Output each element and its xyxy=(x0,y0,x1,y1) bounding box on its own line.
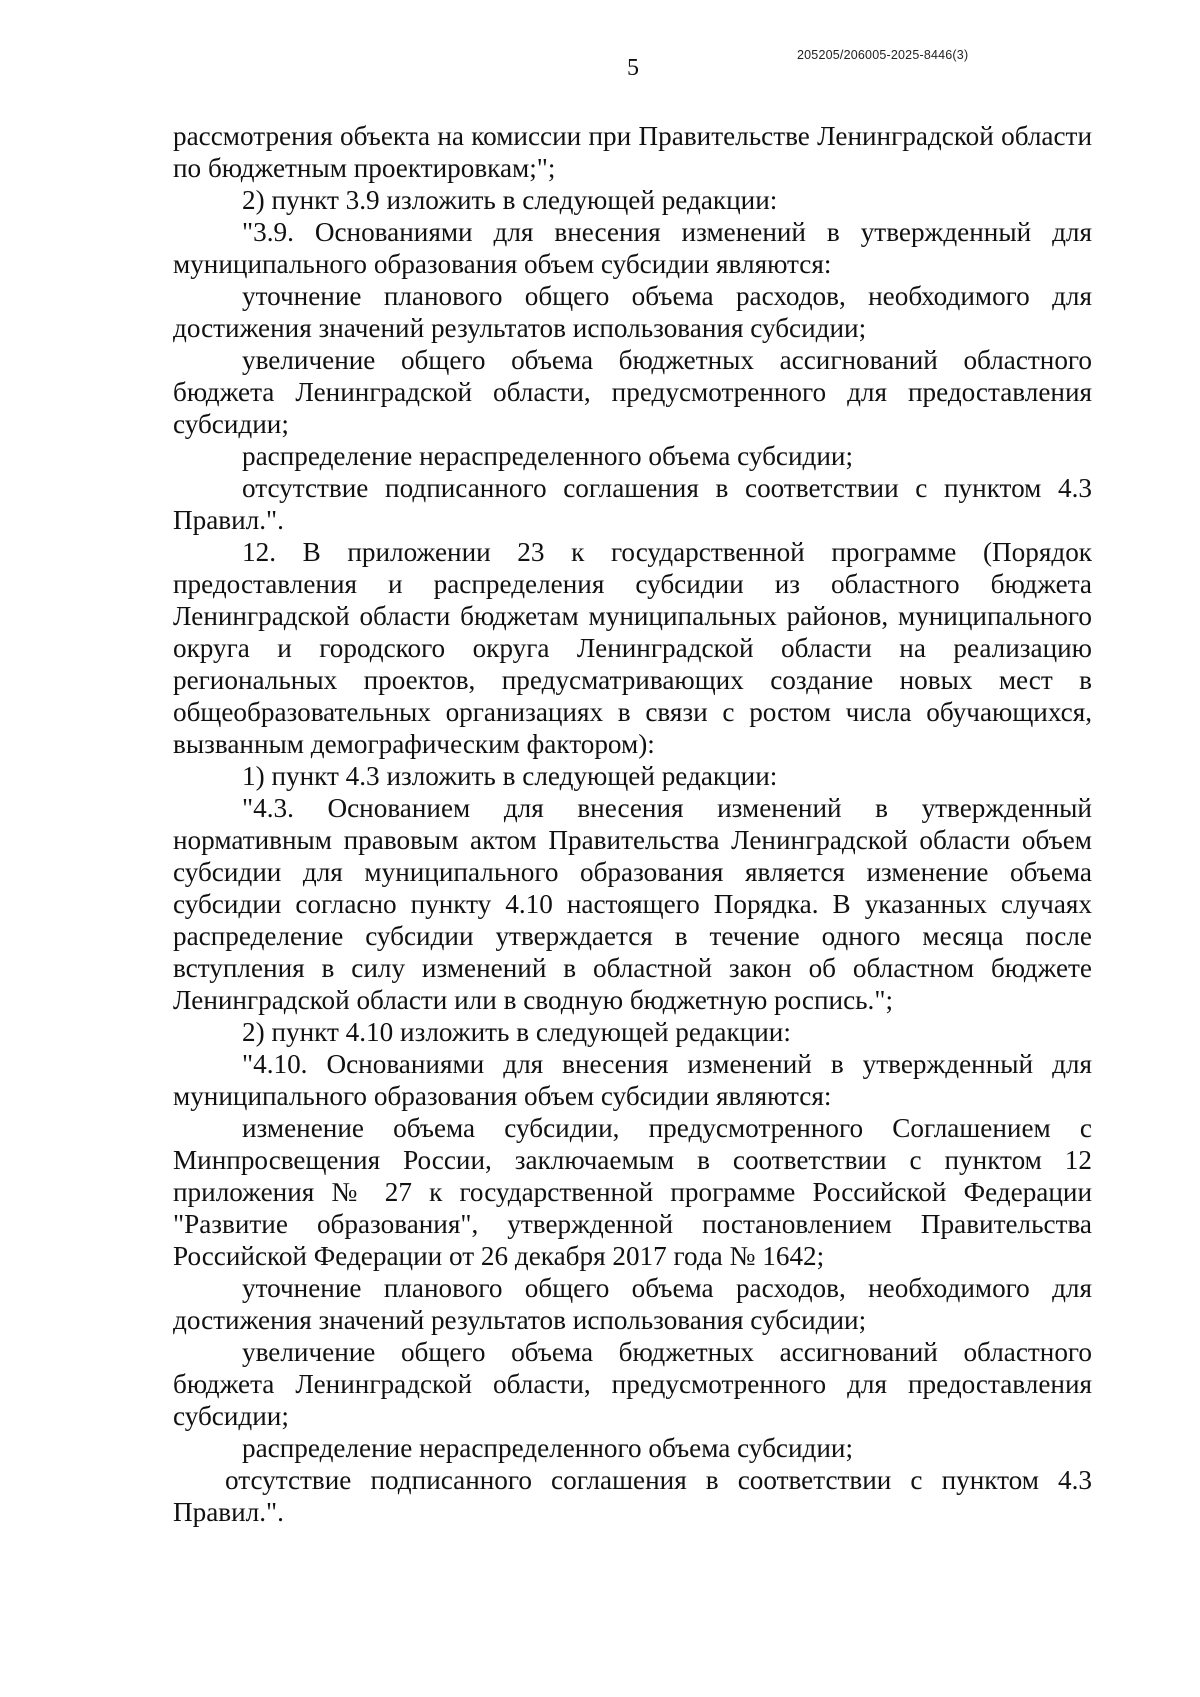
paragraph: изменение объема субсидии, предусмотренного Соглашением с Минпросвещения России, заключаемым в соответствии с пунктом 12 приложения № 27 к государственной программе Российской Федерации "Развитие образования", утвержденной постановлением Правительства Российской Федерации от 26 декабря 2017 года № 1642; xyxy=(173,1113,1092,1271)
paragraph: "4.3. Основанием для внесения изменений в утвержденный нормативным правовым актом Правительства Ленинградской области объем субсидии для муниципального образования является изменение объема субсидии согласно пункту 4.10 настоящего Порядка. В указанных случаях распределение субсидии утверждается в течение одного месяца после вступления в силу изменений в областной закон об областном бюджете Ленинградской области или в сводную бюджетную роспись."; xyxy=(173,793,1092,1015)
paragraph: уточнение планового общего объема расходов, необходимого для достижения значений результатов использования субсидии; xyxy=(173,1273,1092,1335)
paragraph: "3.9. Основаниями для внесения изменений в утвержденный для муниципального образования объем субсидии являются: xyxy=(173,217,1092,279)
paragraph: отсутствие подписанного соглашения в соответствии с пунктом 4.3 Правил.". xyxy=(173,473,1092,535)
page-number: 5 xyxy=(627,55,639,81)
paragraph: отсутствие подписанного соглашения в соответствии с пунктом 4.3 Правил.". xyxy=(173,1465,1092,1527)
paragraph: увеличение общего объема бюджетных ассигнований областного бюджета Ленинградской области, предусмотренного для предоставления субсидии; xyxy=(173,1337,1092,1431)
document-body xyxy=(173,120,1092,1528)
paragraph: 1) пункт 4.3 изложить в следующей редакции: xyxy=(242,761,778,791)
paragraph: распределение нераспределенного объема субсидии; xyxy=(242,1433,854,1463)
paragraph: 2) пункт 3.9 изложить в следующей редакции: xyxy=(242,185,778,215)
paragraph: 2) пункт 4.10 изложить в следующей редакции: xyxy=(242,1017,791,1047)
paragraph: 12. В приложении 23 к государственной программе (Порядок предоставления и распределения субсидии из областного бюджета Ленинградской области бюджетам муниципальных районов, муниципального округа и городского округа Ленинградской области на реализацию региональных проектов, предусматривающих создание новых мест в общеобразовательных организациях в связи с ростом числа обучающихся, вызванным демографическим фактором): xyxy=(173,537,1092,759)
document-id: 205205/206005-2025-8446(3) xyxy=(797,48,969,62)
paragraph: уточнение планового общего объема расходов, необходимого для достижения значений результатов использования субсидии; xyxy=(173,281,1092,343)
paragraph: "4.10. Основаниями для внесения изменений в утвержденный для муниципального образования объем субсидии являются: xyxy=(173,1049,1092,1111)
paragraph: рассмотрения объекта на комиссии при Правительстве Ленинградской области по бюджетным проектировкам;"; xyxy=(173,121,1092,183)
paragraph: увеличение общего объема бюджетных ассигнований областного бюджета Ленинградской области, предусмотренного для предоставления субсидии; xyxy=(173,345,1092,439)
paragraph: распределение нераспределенного объема субсидии; xyxy=(242,441,854,471)
